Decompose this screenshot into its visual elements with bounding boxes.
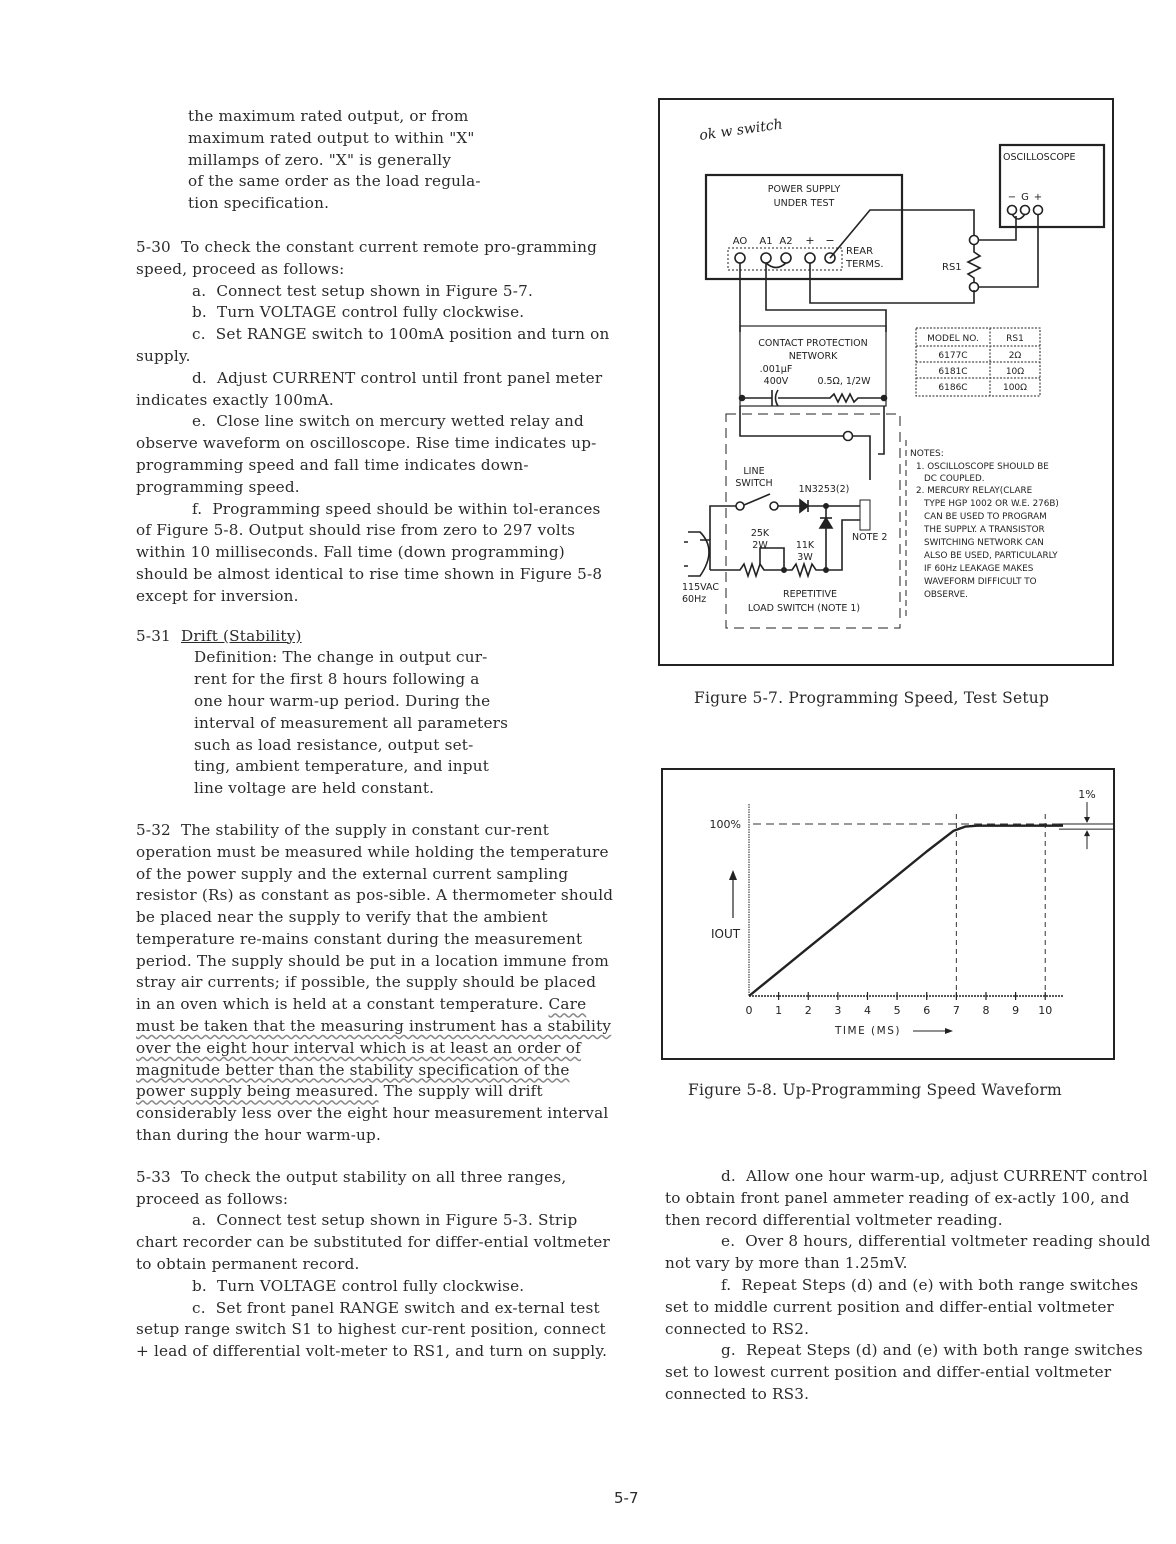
section-5-31	[136, 626, 616, 800]
step	[136, 281, 616, 303]
definition-line: line voltage are held constant.	[194, 779, 435, 798]
step	[136, 368, 616, 412]
section-5-32	[136, 820, 616, 1147]
line-switch-label-line1: LINE	[743, 466, 765, 477]
step-label: a.	[192, 281, 207, 300]
terminal-label-minus: −	[825, 234, 835, 247]
step-label: c.	[192, 1298, 206, 1317]
x-axis-label: TIME (MS)	[835, 1025, 901, 1037]
section-number: 5-31	[136, 626, 171, 645]
y-axis-label: IOUT	[711, 927, 741, 941]
step-text: Turn VOLTAGE control fully clockwise.	[217, 1276, 525, 1295]
note-line: TYPE HGP 1002 OR W.E. 276B)	[924, 499, 1059, 509]
step-text: Programming speed should be within tol-erances of Figure 5-8. Output should rise from zero to 297 volts within 10 milliseconds. Fall time (down programming) should be almost identical to rise time shown in Figure 5-8 except for inversion.	[136, 499, 603, 605]
notes-title: NOTES:	[910, 449, 944, 459]
intro-paragraph	[136, 106, 616, 215]
table-cell: 6186C	[938, 383, 968, 393]
table-cell: 100Ω	[1002, 383, 1028, 393]
oscilloscope-label: OSCILLOSCOPE	[1003, 152, 1076, 163]
table-cell: 6181C	[938, 367, 968, 377]
section-lead	[136, 237, 616, 281]
step-text: Close line switch on mercury wetted relay and observe waveform on oscilloscope. Rise time indicates up-programming speed and fall time indicates down-programming speed.	[136, 412, 597, 496]
contact-network-label-line1: CONTACT PROTECTION	[758, 338, 868, 349]
handwritten-note: ok w switch	[698, 116, 784, 144]
step	[665, 1166, 1155, 1231]
intro-line: millamps of zero. "X" is generally	[188, 150, 452, 169]
figure-5-7-frame	[658, 98, 1114, 666]
step	[136, 1276, 616, 1298]
right-column	[665, 1166, 1155, 1406]
res-11k-label-line2: 3W	[797, 552, 813, 563]
section-lead-text: To check the output stability on all three ranges, proceed as follows:	[136, 1167, 567, 1208]
paragraph-text: The supply will drift considerably less over the eight hour measurement interval than during the hour warm-up.	[136, 1082, 609, 1145]
step	[136, 411, 616, 498]
definition-line: interval of measurement all parameters	[194, 713, 509, 732]
x-tick-label: 2	[804, 1004, 812, 1017]
x-tick-label: 9	[1012, 1004, 1020, 1017]
x-tick-label: 5	[893, 1004, 901, 1017]
pot-label-line2: 2W	[752, 540, 768, 551]
step	[136, 302, 616, 324]
step-text: Turn VOLTAGE control fully clockwise.	[217, 303, 525, 322]
table-cell: 10Ω	[1005, 367, 1025, 377]
step-text: Set front panel RANGE switch and ex-ternal test setup range switch S1 to highest cur-rent position, connect + lead of differential volt-meter to RS1, and turn on supply.	[136, 1298, 608, 1361]
note-line: SWITCHING NETWORK CAN	[924, 538, 1044, 548]
note-line: 1. OSCILLOSCOPE SHOULD BE	[916, 462, 1049, 472]
step-label: b.	[192, 303, 207, 322]
left-column	[136, 106, 616, 1363]
load-switch-label-line1: REPETITIVE	[782, 589, 838, 600]
network-resistor-label: 0.5Ω, 1/2W	[817, 376, 871, 387]
step-label: d.	[192, 368, 207, 387]
intro-line: maximum rated output to within "X"	[188, 128, 475, 147]
definition-line: rent for the first 8 hours following a	[194, 670, 480, 689]
tolerance-arrow-bottom-head	[1084, 830, 1090, 836]
terminal-a0	[735, 253, 745, 263]
ac-source-label-line2: 60Hz	[682, 594, 707, 605]
terminal-a2	[781, 253, 791, 263]
step-label: g.	[721, 1341, 736, 1360]
intro-line: of the same order as the load regula-	[188, 172, 481, 191]
step-label: e.	[192, 412, 207, 431]
step	[136, 324, 616, 368]
step-label: c.	[192, 325, 206, 344]
rs1-label: RS1	[942, 262, 962, 273]
definition-line: ting, ambient temperature, and input	[194, 757, 489, 776]
scope-terminal-minus: −	[1007, 192, 1017, 203]
x-tick-label: 1	[775, 1004, 783, 1017]
terminal-plus	[805, 253, 815, 263]
series-line-iout	[749, 826, 1063, 996]
paragraph-text: The stability of the supply in constant cur-rent operation must be measured while holding the temperature of the power supply and the external current sampling resistor (Rs) as constant as pos-sible. A thermometer should be placed near the supply to verify that the ambient temperature re-mains constant during the measurement period. The supply should be put in a location immune from stray air currents; if possible, the supply should be placed in an oven which is held at a constant temperature.	[136, 820, 614, 1014]
step	[136, 1210, 616, 1275]
figure-5-8-caption: Figure 5-8. Up-Programming Speed Waveform	[688, 1081, 1062, 1099]
section-title: Drift (Stability)	[180, 626, 302, 645]
table-cell: 6177C	[938, 351, 968, 361]
table-cell: 2Ω	[1008, 351, 1022, 361]
note-line: OBSERVE.	[924, 590, 968, 600]
step	[665, 1340, 1155, 1405]
line-switch-label-line2: SWITCH	[735, 478, 773, 489]
step-label: b.	[192, 1276, 207, 1295]
definition	[136, 647, 616, 800]
x-tick-label: 6	[923, 1004, 931, 1017]
step-text: Repeat Steps (d) and (e) with both range switches set to middle current position and differ-ential voltmeter connected to RS2.	[665, 1275, 1139, 1338]
section-number: 5-30	[136, 237, 171, 256]
intro-line: the maximum rated output, or from	[188, 107, 469, 125]
intro-line: tion specification.	[188, 194, 330, 213]
ylabel-arrow-head	[729, 870, 737, 880]
section-5-30	[136, 237, 616, 608]
step-text: Allow one hour warm-up, adjust CURRENT control to obtain front panel ammeter reading of ex-actly 100, and then record differential voltmeter reading.	[665, 1167, 1148, 1229]
step	[136, 1298, 616, 1363]
step-text: Set RANGE switch to 100mA position and turn on supply.	[136, 325, 610, 365]
x-tick-label: 8	[982, 1004, 990, 1017]
scope-terminal-g: G	[1021, 192, 1029, 203]
y-tick-label: 100%	[709, 818, 741, 831]
note-line: CAN BE USED TO PROGRAM	[924, 512, 1047, 522]
scope-terminal-plus: +	[1033, 192, 1043, 203]
x-tick-label: 0	[745, 1004, 753, 1017]
load-switch-label-line2: LOAD SWITCH (NOTE 1)	[747, 603, 861, 614]
capacitor-label-line2: 400V	[763, 376, 789, 387]
res-11k-label-line1: 11K	[795, 540, 815, 551]
step-label: f.	[721, 1275, 732, 1294]
x-tick-label: 7	[952, 1004, 960, 1017]
tolerance-arrow-top-head	[1084, 817, 1090, 823]
step	[665, 1231, 1155, 1275]
x-tick-label: 3	[834, 1004, 842, 1017]
step-label: d.	[721, 1167, 736, 1185]
section-5-33	[136, 1167, 616, 1363]
waveform-chart	[663, 770, 1113, 1058]
note-line: DC COUPLED.	[924, 474, 985, 484]
table-header-rs1: RS1	[1006, 334, 1024, 344]
note-line: WAVEFORM DIFFICULT TO	[924, 577, 1037, 587]
step	[136, 499, 616, 608]
tolerance-annotation: 1%	[1078, 788, 1096, 801]
rs1-resistor	[968, 245, 980, 282]
terminal-label-a1: A1	[759, 236, 773, 247]
note-line: 2. MERCURY RELAY(CLARE	[916, 486, 1033, 496]
definition-line: Definition: The change in output cur-	[194, 648, 488, 667]
step-text: Connect test setup shown in Figure 5-3. Strip chart recorder can be substituted for differ-ential voltmeter to obtain permanent record.	[136, 1211, 610, 1274]
section-paragraph	[136, 820, 616, 1147]
section-lead-text: To check the constant current remote pro-gramming speed, proceed as follows:	[136, 237, 597, 278]
step-label: f.	[192, 499, 203, 518]
diode-label: 1N3253(2)	[798, 484, 850, 495]
table-header-model: MODEL NO.	[927, 334, 979, 344]
rs1-terminal-top	[970, 236, 979, 245]
section-heading	[136, 626, 616, 648]
note-line: IF 60Hz LEAKAGE MAKES	[924, 564, 1034, 574]
underlined-warning: Care must be taken that the measuring instrument has a stability over the eight hour interval which is at least an order of magnitude better than the stability specification of the power supply being measured.	[136, 995, 612, 1101]
x-tick-label: 4	[863, 1004, 871, 1017]
pot-label-line1: 25K	[750, 528, 770, 539]
step-text: Over 8 hours, differential voltmeter reading should not vary by more than 1.25mV.	[665, 1232, 1151, 1273]
step-text: Connect test setup shown in Figure 5-7.	[216, 281, 533, 300]
rear-terms-line2: TERMS.	[846, 259, 884, 270]
schematic-diagram	[660, 100, 1112, 664]
power-supply-label-line2: UNDER TEST	[773, 198, 835, 209]
section-lead	[136, 1167, 616, 1211]
section-number: 5-32	[136, 820, 171, 839]
step-text: Adjust CURRENT control until front panel meter indicates exactly 100mA.	[136, 368, 603, 409]
terminal-label-plus: +	[805, 234, 815, 247]
note-line: ALSO BE USED, PARTICULARLY	[924, 551, 1058, 561]
capacitor-label-line1: .001µF	[759, 364, 793, 375]
terminal-a1	[761, 253, 771, 263]
ac-source-label-line1: 115VAC	[682, 582, 719, 593]
terminal-label-a2: A2	[779, 236, 793, 247]
figure-5-7-caption: Figure 5-7. Programming Speed, Test Setup	[694, 689, 1050, 707]
note-line: THE SUPPLY. A TRANSISTOR	[924, 525, 1045, 535]
step	[665, 1275, 1155, 1340]
contact-network-label-line2: NETWORK	[788, 351, 838, 362]
definition-line: one hour warm-up period. During the	[194, 691, 491, 710]
x-tick-label: 10	[1038, 1004, 1053, 1017]
rear-terms-line1: REAR	[846, 246, 874, 257]
step-label: e.	[721, 1232, 736, 1251]
figure-5-8-frame	[661, 768, 1115, 1060]
xlabel-arrow-head	[945, 1028, 953, 1034]
terminal-label-a0: AO	[732, 236, 748, 247]
step-label: a.	[192, 1211, 207, 1230]
section-number: 5-33	[136, 1167, 171, 1186]
power-supply-label-line1: POWER SUPPLY	[767, 184, 841, 195]
definition-line: such as load resistance, output set-	[194, 735, 474, 754]
step-text: Repeat Steps (d) and (e) with both range switches set to lowest current position and differ-ential voltmeter connected to RS3.	[665, 1341, 1143, 1403]
page-number: 5-7	[614, 1489, 639, 1507]
note2-label: NOTE 2	[852, 532, 888, 543]
